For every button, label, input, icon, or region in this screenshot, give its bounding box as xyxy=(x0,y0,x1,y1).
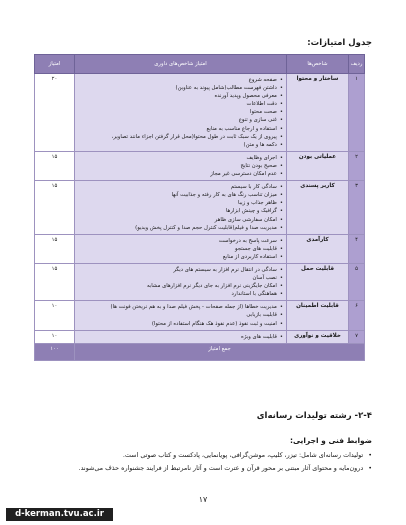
row-number: ۳ xyxy=(349,181,365,235)
criterion-cell: عملیاتی بودن xyxy=(287,151,349,180)
indicator-item: • قابلیت های جستجو xyxy=(78,245,283,253)
header-points: امتیاز xyxy=(35,55,75,74)
indicator-item: • نصب آسان xyxy=(78,274,283,282)
row-number: ۶ xyxy=(349,301,365,330)
indicator-item: • اجرای وظایف xyxy=(78,154,283,162)
indicator-item: • امکان جایگزینی نرم افزار به جای دیگر نرم افزارهای مشابه xyxy=(78,282,283,290)
indicator-item: • سادگی کار با سیستم xyxy=(78,183,283,191)
indicator-item: • پیروی از یک سبک ثابت در طول محتوا(محل قرار گرفتن اجزاء مانند تصاویر، xyxy=(78,133,283,141)
indicator-item: • صحت محتوا xyxy=(78,108,283,116)
indicator-item: • معرفی محصول وپدید آورنده xyxy=(78,92,283,100)
table-row xyxy=(35,301,365,330)
indicators-cell xyxy=(75,330,287,343)
criterion-cell: قابلیت حمل xyxy=(287,263,349,300)
indicator-item: • امنیت و ثبت نفوذ (عدم نفوذ هک هنگام استفاده از محتوا) xyxy=(78,320,283,328)
subsection-heading: ۲-۴- رشته تولیدات رسانه‌ای xyxy=(256,411,372,421)
total-row xyxy=(35,343,365,360)
table-row xyxy=(35,74,365,152)
indicator-item: • صفحه شروع xyxy=(78,76,283,84)
points-cell: ۱۰ xyxy=(35,330,75,343)
header-row-num: ردیف xyxy=(349,55,365,74)
list-item: • درون‌مایه و محتوای آثار مبتنی بر محور قرآن و عترت است و آثار نامرتبط از فرایند جشنواره حذف می‌شوند. xyxy=(32,464,372,472)
criterion-cell: کاربر پسندی xyxy=(287,181,349,235)
header-indicators: امتیاز شاخص‌های داوری xyxy=(75,55,287,74)
indicator-item: • صحیح بودن نتایج xyxy=(78,162,283,170)
row-number: ۲ xyxy=(349,151,365,180)
indicators-cell xyxy=(75,301,287,330)
criterion-cell: خلاقیت و نوآوری xyxy=(287,330,349,343)
row-number: ۱ xyxy=(349,74,365,152)
indicator-item: • استفاده کاربردی از منابع xyxy=(78,253,283,261)
indicator-item: • قابلیت بازیابی xyxy=(78,311,283,319)
table-row xyxy=(35,151,365,180)
indicator-item: • هماهنگی با استاندارد xyxy=(78,290,283,298)
total-label: جمع امتیاز xyxy=(75,343,365,360)
indicator-item: • استفاده و ارجاع مناسب به منابع xyxy=(78,125,283,133)
indicators-cell xyxy=(75,234,287,263)
criterion-cell: قابلیت اطمینان xyxy=(287,301,349,330)
row-number: ۴ xyxy=(349,234,365,263)
indicator-item: • سادگی در انتقال نرم افزار به سیستم های دیگر xyxy=(78,266,283,274)
indicators-cell xyxy=(75,151,287,180)
indicator-item: • مدیریت صدا و فیلم(قابلیت کنترل حجم صدا و کنترل پخش ویدیو) xyxy=(78,224,283,232)
section-title: جدول امتیازات: xyxy=(307,38,372,48)
page-number: ۱۷ xyxy=(198,495,208,504)
table-row xyxy=(35,234,365,263)
criterion-cell: کارآمدی xyxy=(287,234,349,263)
table-header-row xyxy=(35,55,365,74)
tech-rules-list xyxy=(32,451,372,477)
total-value: ۱۰۰ xyxy=(35,343,75,360)
indicator-item: • دقت اطلاعات xyxy=(78,100,283,108)
indicator-item: • عدم امکان دسترسی غیر مجاز xyxy=(78,170,283,178)
points-cell: ۱۵ xyxy=(35,151,75,180)
points-cell: ۱۵ xyxy=(35,234,75,263)
table-row xyxy=(35,330,365,343)
indicators-cell xyxy=(75,74,287,152)
table-row xyxy=(35,263,365,300)
tech-rules-heading: ضوابط فنی و اجرایی: xyxy=(289,436,372,445)
indicators-cell xyxy=(75,181,287,235)
points-cell: ۲۰ xyxy=(35,74,75,152)
list-item: • تولیدات رسانه‌ای شامل: تیزر، کلیپ، موشن‌گرافی، پویانمایی، پادکست و کتاب صوتی است. xyxy=(32,451,372,459)
row-number: ۵ xyxy=(349,263,365,300)
indicator-item: • قابلیت های ویژه xyxy=(78,333,283,341)
row-number: ۷ xyxy=(349,330,365,343)
score-table xyxy=(34,54,365,361)
header-criterion: شاخص‌ها xyxy=(287,55,349,74)
points-cell: ۱۵ xyxy=(35,263,75,300)
indicator-item: • دکمه ها و متن) xyxy=(78,141,283,149)
site-watermark: d-kerman.tvu.ac.ir xyxy=(6,508,113,521)
indicators-cell xyxy=(75,263,287,300)
indicator-item: • داشتن فهرست مطالب(شامل پیوند به عناوین) xyxy=(78,84,283,92)
points-cell: ۱۵ xyxy=(35,181,75,235)
points-cell: ۱۰ xyxy=(35,301,75,330)
table-row xyxy=(35,181,365,235)
indicator-item: • سرعت پاسخ به درخواست xyxy=(78,237,283,245)
indicator-item: • مدیریت خطاها (از جمله صفحات - پخش فیلم صدا و به هم نریختن فونت ها) xyxy=(78,303,283,311)
indicator-item: • میزان تناسب رنگ های به کار رفته و جذابیت آنها xyxy=(78,191,283,199)
indicator-item: • گرافیک و چینش ابزارها xyxy=(78,207,283,215)
indicator-item: • ظاهر جذاب و زیبا xyxy=(78,199,283,207)
indicator-item: • غنی سازی و تنوع xyxy=(78,116,283,124)
criterion-cell: ساختار و محتوا xyxy=(287,74,349,152)
indicator-item: • امکان سفارشی سازی ظاهر xyxy=(78,216,283,224)
